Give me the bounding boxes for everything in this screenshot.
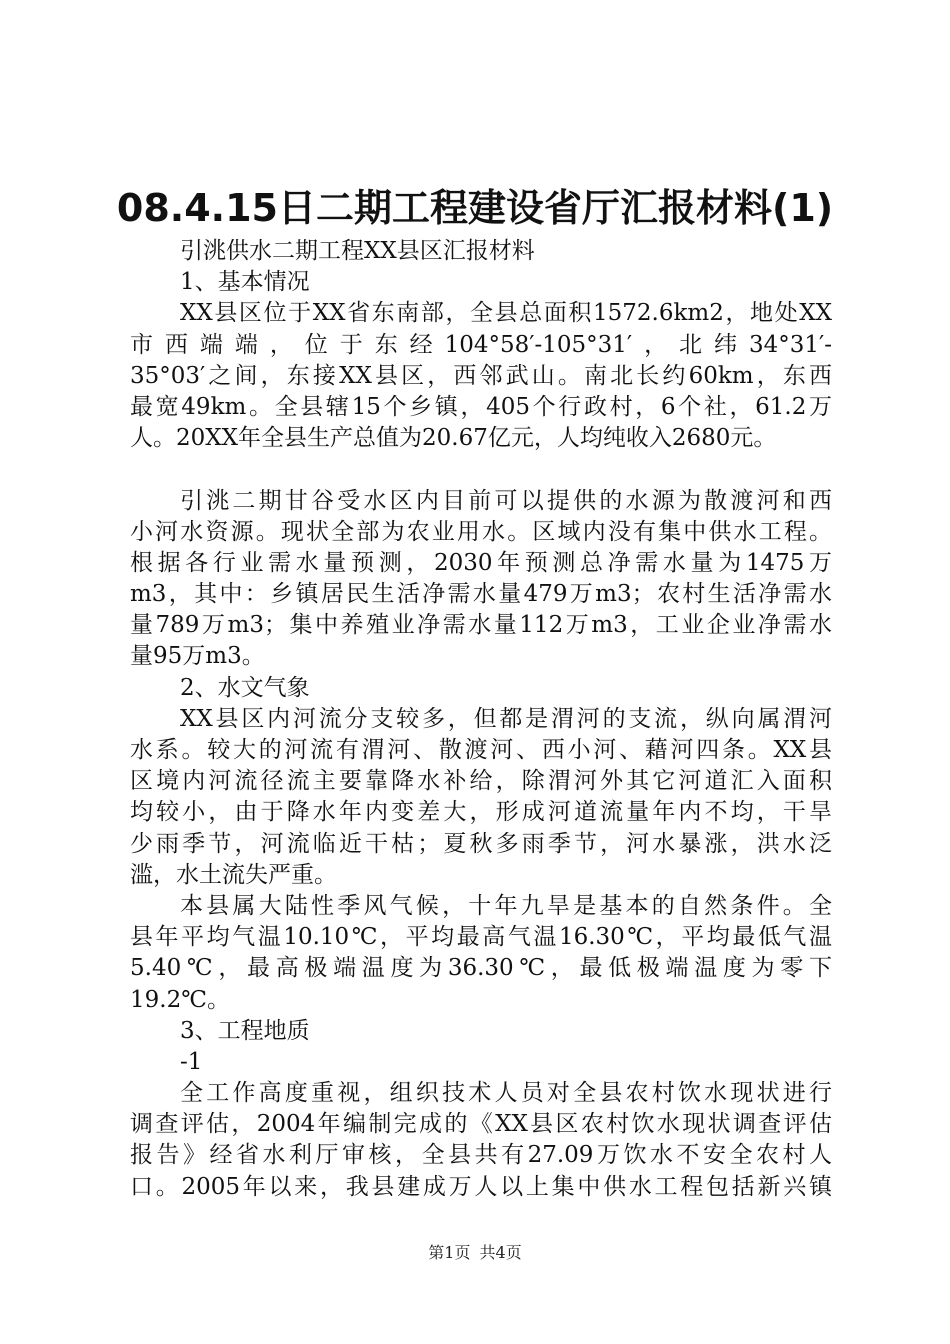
page-marker: -1: [180, 1048, 203, 1075]
page-footer: [0, 1242, 950, 1264]
paragraph-line: 调查评估，2004年编制完成的《XX县区农村饮水现状调查评估: [130, 1111, 832, 1138]
paragraph-line: m3，其中：乡镇居民生活净需水量479万m3；农村生活净需水: [130, 581, 832, 608]
paragraph-line: 根据各行业需水量预测，2030年预测总净需水量为1475万: [130, 549, 832, 576]
paragraph-line: 人。20XX年全县生产总值为20.67亿元，人均纯收入2680元。: [130, 425, 777, 452]
paragraph-line: 小河水资源。现状全部为农业用水。区域内没有集中供水工程。: [130, 518, 832, 545]
paragraph-line: 引洮二期甘谷受水区内目前可以提供的水源为散渡河和西: [180, 487, 832, 514]
paragraph-line: 量789万m3；集中养殖业净需水量112万m3，工业企业净需水: [130, 612, 832, 639]
paragraph-line: 量95万m3。: [130, 643, 265, 670]
paragraph-line: 少雨季节，河流临近干枯；夏秋多雨季节，河水暴涨，洪水泛: [130, 830, 832, 857]
paragraph-line: XX县区位于XX省东南部，全县总面积1572.6km2，地处XX: [180, 300, 832, 327]
paragraph-line: 35°03′之间，东接XX县区，西邻武山。南北长约60km，东西: [130, 362, 832, 389]
section-heading: 2、水文气象: [180, 674, 310, 701]
section-heading: 1、基本情况: [180, 269, 310, 296]
blank-line: [130, 454, 832, 485]
paragraph-line: XX县区内河流分支较多，但都是渭河的支流，纵向属渭河: [180, 705, 832, 732]
paragraph-line: 市西端端，位于东经104°58′-105°31′，北纬34°31′-: [130, 331, 832, 358]
paragraph-line: 本县属大陆性季风气候，十年九旱是基本的自然条件。全: [180, 892, 832, 919]
paragraph-line: 县年平均气温10.10℃，平均最高气温16.30℃，平均最低气温: [130, 924, 832, 951]
paragraph-line: 19.2℃。: [130, 986, 230, 1013]
paragraph-line: 区境内河流径流主要靠降水补给，除渭河外其它河道汇入面积: [130, 768, 832, 795]
paragraph-line: 水系。较大的河流有渭河、散渡河、西小河、藉河四条。XX县: [130, 737, 832, 763]
paragraph-line: 最宽49km。全县辖15个乡镇，405个行政村，6个社，61.2万: [130, 393, 832, 420]
paragraph-line: 全工作高度重视，组织技术人员对全县农村饮水现状进行: [180, 1080, 832, 1107]
document-title: 08.4.15日二期工程建设省厅汇报材料(1): [116, 186, 834, 230]
paragraph-line: 滥，水土流失严重。: [130, 861, 337, 888]
paragraph-line: 均较小，由于降水年内变差大，形成河道流量年内不均，干旱: [130, 799, 832, 826]
page-number: 第1页: [428, 1243, 471, 1262]
page-total: 共4页: [479, 1243, 522, 1262]
subtitle-line: 引洮供水二期工程XX县区汇报材料: [180, 238, 535, 264]
paragraph-line: 报告》经省水利厅审核，全县共有27.09万饮水不安全农村人: [130, 1142, 832, 1169]
paragraph-line: 5.40℃，最高极端温度为36.30℃，最低极端温度为零下: [130, 955, 832, 982]
paragraph-line: 口。2005年以来，我县建成万人以上集中供水工程包括新兴镇: [130, 1173, 832, 1200]
document-body: [130, 236, 832, 1203]
section-heading: 3、工程地质: [180, 1017, 310, 1044]
